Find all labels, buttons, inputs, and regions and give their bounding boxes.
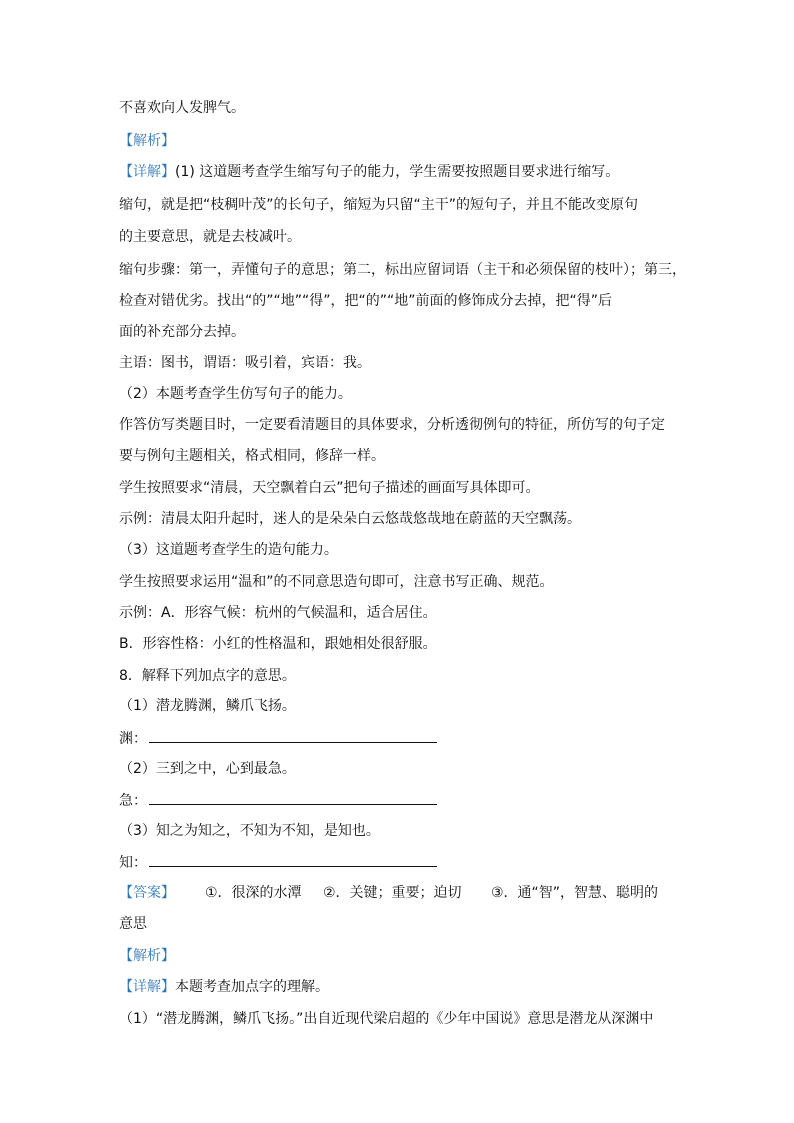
text-line: 意思 [119, 916, 147, 932]
answer-item: ②．关键；重要；迫切 [323, 885, 462, 901]
question-title: 8．解释下列加点字的意思。 [119, 668, 296, 684]
answer-item: ③．通“智”，智慧、聪明的 [491, 885, 659, 901]
text-line: 作答仿写类题目时，一定要看清题目的具体要求，分析透彻例句的特征，所仿写的句子定 [119, 417, 665, 433]
answer-blank [149, 790, 437, 805]
text-line [119, 977, 679, 997]
text-line: 不喜欢向人发脾气。 [119, 100, 245, 116]
detail-text: (1) 这道题考查学生缩写句子的能力，学生需要按照题目要求进行缩写。 [175, 164, 620, 180]
blank-label: 知： [119, 855, 147, 871]
answer-item: ①．很深的水潭 [205, 885, 302, 901]
detail-text: 本题考查加点字的理解。 [175, 979, 329, 995]
text-line: （2）本题考查学生仿写句子的能力。 [119, 386, 352, 402]
answer-blank-row [119, 852, 679, 873]
analysis-tag: 【解析】 [119, 948, 175, 964]
answer-tag: 【答案】 [119, 885, 175, 901]
text-line [119, 162, 679, 182]
text-line: （3）这道题考查学生的造句能力。 [119, 542, 338, 558]
text-line: B．形容性格：小红的性格温和，跟她相处很舒服。 [119, 636, 437, 652]
blank-label: 渊： [119, 731, 147, 747]
text-line: 检查对错优劣。找出“的”“地”“得”，把“的”“地”前面的修饰成分去掉，把“得”后 [119, 293, 613, 309]
text-line: （1）潜龙腾渊，鳞爪飞扬。 [119, 698, 296, 714]
text-line: 学生按照要求运用“温和”的不同意思造句即可，注意书写正确、规范。 [119, 574, 554, 590]
answer-blank-row [119, 790, 679, 811]
text-line: （1）“潜龙腾渊，鳞爪飞扬。”出自近现代梁启超的《少年中国说》意思是潜龙从深渊中 [119, 1011, 654, 1027]
text-line: 要与例句主题相关，格式相同，修辞一样。 [119, 448, 385, 464]
text-line: 示例：A．形容气候：杭州的气候温和，适合居住。 [119, 605, 437, 621]
answer-blank [149, 852, 437, 867]
text-line: （2）三到之中，心到最急。 [119, 761, 296, 777]
text-line: 的主要意思，就是去枝减叶。 [119, 229, 301, 245]
answer-line [119, 883, 679, 903]
answer-blank [149, 728, 437, 743]
text-line: 缩句步骤：第一，弄懂句子的意思；第二，标出应留词语（主干和必须保留的枝叶）；第三， [119, 262, 686, 278]
detail-tag: 【详解】 [119, 979, 175, 995]
text-line: 主语：图书，谓语：吸引着，宾语：我。 [119, 355, 371, 371]
blank-label: 急： [119, 793, 147, 809]
detail-tag: 【详解】 [119, 164, 175, 180]
text-line: 示例：清晨太阳升起时，迷人的是朵朵白云悠哉悠哉地在蔚蓝的天空飘荡。 [119, 511, 581, 527]
text-line: 面的补充部分去掉。 [119, 324, 245, 340]
answer-blank-row [119, 728, 679, 749]
text-line: （3）知之为知之，不知为不知，是知也。 [119, 823, 380, 839]
text-line: 学生按照要求“清晨，天空飘着白云”把句子描述的画面写具体即可。 [119, 480, 540, 496]
analysis-tag: 【解析】 [119, 133, 175, 149]
text-line: 缩句，就是把“枝稠叶茂”的长句子，缩短为只留“主干”的短句子，并且不能改变原句 [119, 197, 639, 213]
